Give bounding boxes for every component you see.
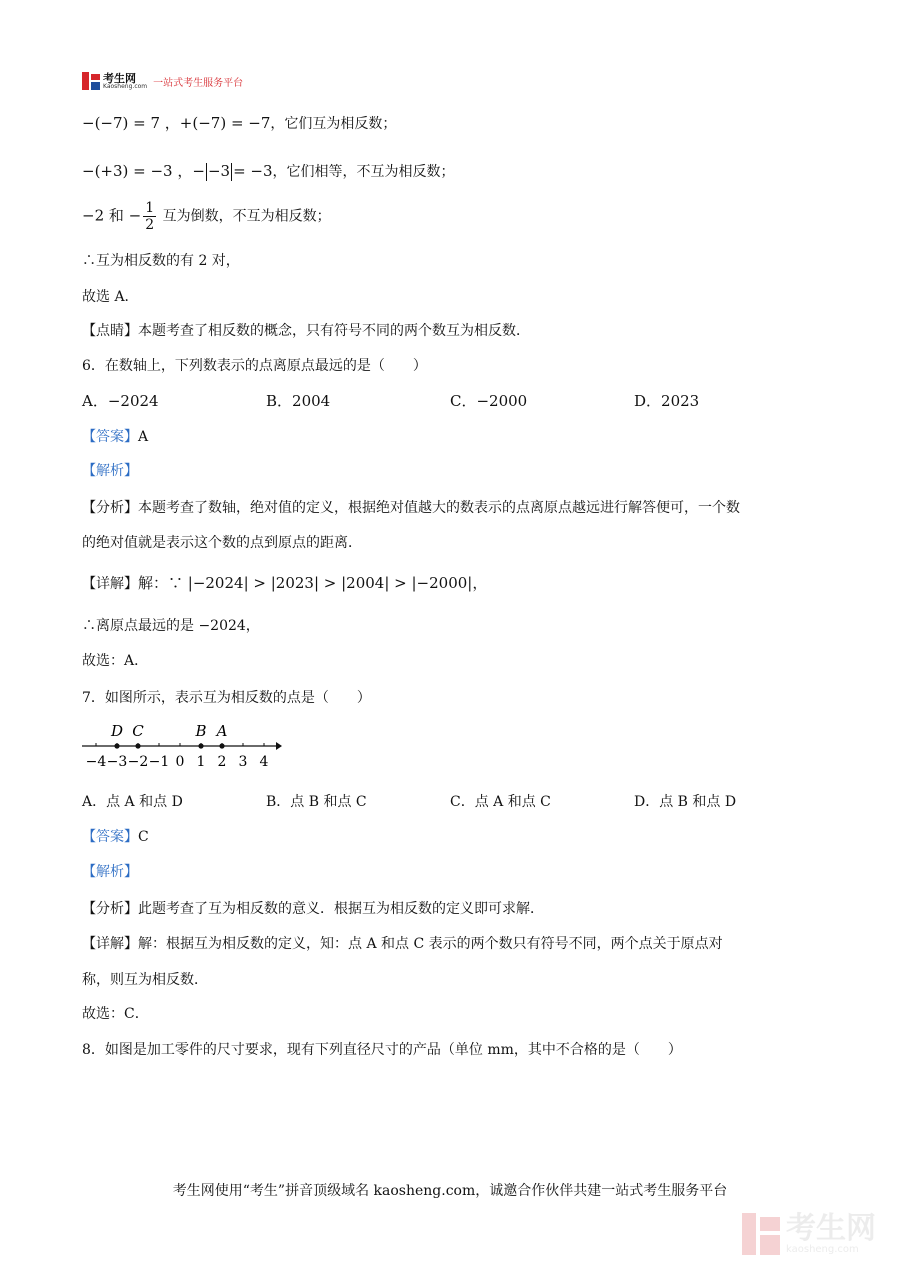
line-text: ，它们互为相反数；: [270, 116, 397, 132]
q6-choice: 故选：A．: [82, 653, 149, 669]
line-text: ，它们相等，不互为相反数；: [272, 164, 455, 180]
tag-detail: 【详解】: [82, 576, 138, 592]
line-text: 解：根据互为相反数的定义，知：点 A 和点 C 表示的两个数只有符号不同，两个点关于原点对: [138, 936, 723, 952]
tag-dianjing: 【点睛】: [82, 323, 138, 339]
line-opposite-pair: [82, 112, 396, 133]
q7-option-c: C．点 A 和点 C: [450, 794, 551, 810]
tick-label: −4: [85, 754, 107, 770]
q7-option-d: D．点 B 和点 D: [634, 794, 737, 810]
math-expression: = −3: [233, 162, 273, 180]
point-C: [135, 743, 140, 748]
tick-label: 1: [196, 754, 206, 770]
number-line-points: [110, 722, 228, 749]
math-expression: −(+3) = −3 ，−: [82, 162, 205, 180]
watermark: [742, 1210, 876, 1255]
q7-answer: [82, 826, 149, 846]
logo-slogan: 一站式考生服务平台: [153, 77, 244, 89]
q7-fenxi: [82, 898, 544, 918]
header-logo: [82, 72, 243, 90]
q6-option-d: D．2023: [634, 392, 700, 410]
point-A: [219, 743, 224, 748]
answer-value: C: [138, 829, 149, 845]
point-label: B: [195, 722, 207, 740]
q7-detail: [82, 933, 723, 953]
watermark-url: kaosheng.com: [786, 1243, 859, 1255]
tag-fenxi: 【分析】: [82, 901, 138, 917]
point-label: D: [110, 722, 124, 740]
q7-option-b: B．点 B 和点 C: [266, 794, 367, 810]
axis-arrow-icon: [276, 742, 282, 750]
q7-option-a: A．点 A 和点 D: [82, 794, 183, 810]
q7-stem: 7．如图所示，表示互为相反数的点是（ ）: [82, 690, 371, 706]
tick-label: −3: [106, 754, 128, 770]
answer-value: A: [138, 429, 149, 445]
number-line-ticks: [86, 743, 269, 770]
tick-label: 4: [259, 754, 269, 770]
point-label: C: [132, 722, 144, 740]
line-text: 解：∵ |−2024| > |2023| > |2004| > |−2000|，: [138, 574, 488, 592]
tick-label: −2: [127, 754, 149, 770]
number-line-figure: [82, 720, 292, 772]
tick-label: 2: [217, 754, 227, 770]
fraction: $\frac{1}{2}$: [145, 200, 155, 234]
q6-analysis-tag: 【解析】: [82, 463, 138, 479]
logo-url: Kaosheng.com: [103, 82, 148, 90]
q8-stem: 8．如图是加工零件的尺寸要求，现有下列直径尺寸的产品（单位 mm，其中不合格的是（ ）: [82, 1042, 682, 1058]
tag-answer: 【答案】: [82, 829, 138, 845]
line-conclusion: ∴互为相反数的有 2 对，: [82, 253, 240, 269]
q6-detail: [82, 572, 487, 593]
number-line-axis: [82, 742, 282, 750]
line-text: 本题考查了相反数的概念，只有符号不同的两个数互为相反数．: [138, 323, 530, 339]
line-text: 互为倒数，不互为相反数；: [158, 208, 331, 225]
line-text: 此题考查了互为相反数的意义．根据互为相反数的定义即可求解．: [138, 901, 544, 917]
q7-analysis-tag: 【解析】: [82, 864, 138, 880]
q6-stem: 6．在数轴上，下列数表示的点离原点最远的是（ ）: [82, 358, 427, 374]
tick-label: 3: [238, 754, 248, 770]
tick-label: 0: [175, 754, 185, 770]
line-dianjing: [82, 320, 530, 340]
math-expression: −2 和 −: [82, 206, 142, 225]
q6-option-c: C．−2000: [450, 392, 528, 410]
logo-name: 考生网: [103, 71, 136, 85]
tag-answer: 【答案】: [82, 429, 138, 445]
point-B: [198, 743, 203, 748]
q7-choice: 故选：C．: [82, 1006, 149, 1022]
tag-fenxi: 【分析】: [82, 500, 138, 516]
q6-option-a: A．−2024: [82, 392, 159, 410]
line-reciprocal: [82, 200, 331, 233]
tag-detail: 【详解】: [82, 936, 138, 952]
watermark-logo-icon: [742, 1213, 780, 1255]
q6-answer: [82, 426, 148, 446]
footer-text: 考生网使用“考生”拼音顶级域名 kaosheng.com，诚邀合作伙伴共建一站式考生服务平台: [172, 1183, 728, 1199]
math-abs-value: −3: [207, 162, 231, 180]
tick-label: −1: [148, 754, 170, 770]
watermark-name: 考生网: [786, 1210, 876, 1246]
line-equal-pair: [82, 160, 455, 181]
q6-fenxi: [82, 497, 740, 517]
q6-detail-2: ∴离原点最远的是 −2024，: [82, 618, 260, 634]
q7-detail-2: 称，则互为相反数．: [82, 972, 208, 988]
point-label: A: [216, 722, 228, 740]
q6-option-b: B．2004: [266, 392, 331, 410]
line-text: 本题考查了数轴，绝对值的定义，根据绝对值越大的数表示的点离原点越远进行解答便可，一个数: [138, 500, 740, 516]
line-choice: 故选 A．: [82, 289, 139, 305]
q6-fenxi-2: 的绝对值就是表示这个数的点到原点的距离．: [82, 535, 362, 551]
math-expression: −(−7) = 7 ，+(−7) = −7: [82, 114, 271, 132]
logo-icon: [82, 72, 100, 90]
point-D: [114, 743, 119, 748]
